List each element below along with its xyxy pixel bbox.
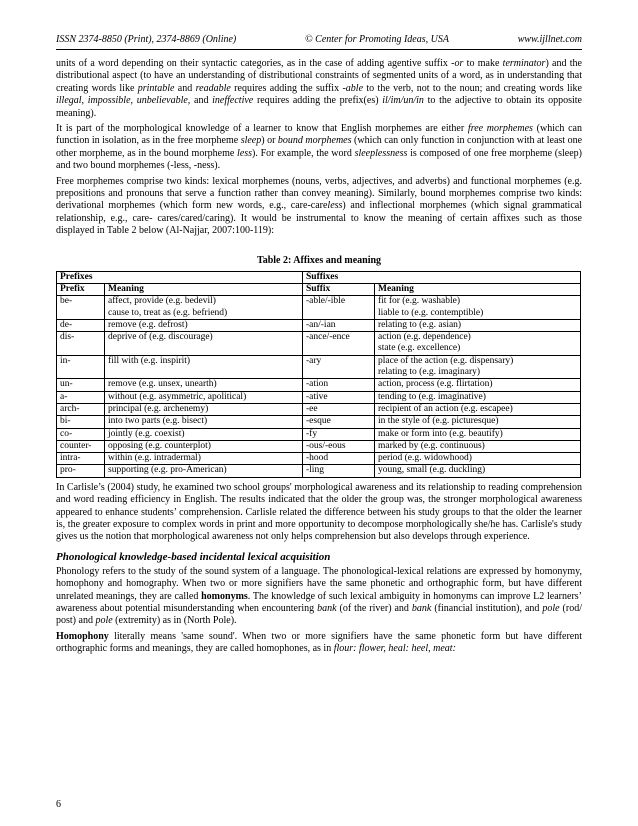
suffix-meaning-cell [375,319,581,331]
running-header [56,34,582,50]
prefix-meaning-cell [105,403,303,415]
meaning-line: liable to (e.g. contemptible) [378,307,484,318]
meaning-line: deprive of (e.g. discourage) [108,332,213,343]
meaning-line: relating to (e.g. asian) [378,319,462,330]
prefix-cell: a- [57,391,105,403]
suffix-cell: -fy [303,428,375,440]
table-caption: Table 2: Affixes and meaning [256,254,382,266]
paragraph-homophony: Homophony literally means 'same sound'. When two or more signifiers have the same phonetic form but have different orthographic forms and meanings, they are called homophones, as in flour: flower, heal: heel, meat: [56,630,582,655]
suffix-cell: -ee [303,403,375,415]
suffix-meaning-cell [375,296,581,320]
suffix-cell: -ation [303,379,375,391]
suffix-cell: -ance/-ence [303,332,375,356]
suffix-meaning-cell [375,465,581,477]
affixes-table [56,271,581,478]
meaning-line: affect, provide (e.g. bedevil) [108,296,216,307]
prefix-meaning-cell [105,379,303,391]
prefix-cell: be- [57,296,105,320]
suffix-meaning-column-header: Meaning [375,283,581,295]
meaning-line: without (e.g. asymmetric, apolitical) [108,391,247,402]
suffix-meaning-cell [375,391,581,403]
prefix-cell: intra- [57,453,105,465]
prefix-meaning-cell [105,391,303,403]
suffix-meaning-cell [375,453,581,465]
suffix-meaning-cell [375,332,581,356]
table-row [57,296,581,320]
table-row [57,416,581,428]
meaning-line: make or form into (e.g. beautify) [378,428,503,439]
prefix-cell: in- [57,355,105,379]
prefix-meaning-cell [105,355,303,379]
suffix-meaning-cell [375,403,581,415]
journal-page [56,34,582,656]
suffix-meaning-cell [375,416,581,428]
table-row [57,465,581,477]
paragraph-morphology-aspects: units of a word depending on their syntactic categories, as in the case of adding agentive suffix -or to make terminator) and the distributional aspect (to have an understanding of distributional constraints of segmented units of a word, as in understanding that creating words like printable and readable requires adding the suffix -able to the verb, not to the noun; and creating words like illegal, impossible, unbelievable, and ineffective requires adding the prefix(es) il/im/un/in to the adjective to obtain its opposite meaning). [56,58,582,119]
prefix-meaning-column-header: Meaning [105,283,303,295]
table-row [57,403,581,415]
paragraph-carlisle-study: In Carlisle’s (2004) study, he examined two school groups' morphological awareness and its relationship to reading comprehension and word reading efficiency in English. The results indicated that the older the group was, the stronger morphological awareness appeared to enhance students’ comprehension. Carlisle related the difference between his study groups to that the older the learner is, the greater exposure to complex words in print and more opportunity to decompose morphologically she/he has. Carlisle's study gives us the notion that morphological awareness not only helps comprehension but also develops through experience. [56,481,582,543]
issn-text: ISSN 2374-8850 (Print), 2374-8869 (Online) [56,34,237,45]
suffixes-group-header: Suffixes [303,271,581,283]
prefix-meaning-cell [105,465,303,477]
page-number: 6 [56,799,61,810]
prefix-meaning-cell [105,296,303,320]
prefix-cell: counter- [57,440,105,452]
prefix-cell: co- [57,428,105,440]
meaning-line: recipient of an action (e.g. escapee) [378,403,513,414]
table-row [57,379,581,391]
meaning-line: opposing (e.g. counterplot) [108,440,211,451]
meaning-line: period (e.g. widowhood) [378,453,472,464]
table-row [57,355,581,379]
prefix-cell: pro- [57,465,105,477]
suffix-cell: -an/-ian [303,319,375,331]
suffix-cell: -ative [303,391,375,403]
meaning-line: fit for (e.g. washable) [378,296,461,307]
suffix-meaning-cell [375,440,581,452]
meaning-line: marked by (e.g. continuous) [378,440,485,451]
prefix-meaning-cell [105,332,303,356]
section-heading: Phonological knowledge-based incidental lexical acquisition [56,550,331,563]
table-row [57,440,581,452]
meaning-line: remove (e.g. defrost) [108,319,188,330]
table-row [57,428,581,440]
table-group-header-row [57,271,581,283]
meaning-line: relating to (e.g. imaginary) [378,367,481,378]
meaning-line: jointly (e.g. coexist) [108,428,185,439]
meaning-line: supporting (e.g. pro-American) [108,465,227,476]
meaning-line: state (e.g. excellence) [378,343,461,354]
meaning-line: in the style of (e.g. picturesque) [378,416,499,427]
prefix-cell: de- [57,319,105,331]
suffix-cell: -ous/-eous [303,440,375,452]
suffix-cell: -ling [303,465,375,477]
meaning-line: fill with (e.g. inspirit) [108,355,191,366]
prefix-meaning-cell [105,319,303,331]
table-row [57,391,581,403]
prefix-meaning-cell [105,416,303,428]
prefix-cell: bi- [57,416,105,428]
suffix-cell: -ary [303,355,375,379]
meaning-line: within (e.g. intradermal) [108,453,201,464]
table-row [57,332,581,356]
prefix-meaning-cell [105,440,303,452]
meaning-line: into two parts (e.g. bisect) [108,416,208,427]
prefix-cell: un- [57,379,105,391]
suffix-meaning-cell [375,428,581,440]
table-row [57,319,581,331]
publisher-text: © Center for Promoting Ideas, USA [305,34,449,45]
journal-url: www.ijllnet.com [517,34,582,45]
paragraph-free-bound-morphemes: It is part of the morphological knowledge of a learner to know that English morphemes are either free morphemes (which can function in isolation, as in the free morpheme sleep) or bound morphemes (which can only function in conjunction with at least one other morpheme, as in the bound morpheme less). For example, the word sleeplessness is composed of one free morpheme (sleep) and two bound morphemes (-less, -ness). [56,123,583,172]
table-body [57,296,581,477]
meaning-line: place of the action (e.g. dispensary) [378,355,514,366]
prefix-cell: dis- [57,332,105,356]
table-row [57,453,581,465]
paragraph-morpheme-kinds: Free morphemes comprise two kinds: lexical morphemes (nouns, verbs, adjectives, and adverbs) and functional morphemes (e.g. prepositions and pronouns that serve a function rather than convey meaning). Similarly, bound morphemes comprise two kinds: derivational morphemes (which form new words, e.g., care-careless) and inflectional morphemes (which signal grammatical relationship, e.g., care- cares/cared/caring). It would be instrumental to know the meaning of certain affixes such as those displayed in Table 2 below (Al-Najjar, 2007:100-119): [56,175,582,237]
meaning-line: action (e.g. dependence) [378,332,471,343]
meaning-line: cause to, treat as (e.g. befriend) [108,307,228,318]
prefix-cell: arch- [57,403,105,415]
meaning-line: tending to (e.g. imaginative) [378,391,486,402]
prefix-meaning-cell [105,453,303,465]
meaning-line: principal (e.g. archenemy) [108,403,209,414]
meaning-line: young, small (e.g. duckling) [378,465,486,476]
paragraph-phonology: Phonology refers to the study of the sound system of a language. The phonological-lexical relations are expressed by homonymy, homophony and homography. When two or more signifiers have the same phonetic and orthographic form, but have different unrelated meanings, they are called homonyms. The knowledge of such lexical ambiguity in homonyms can improve L2 learners’ awareness about potential misunderstanding when encountering bank (of the river) and bank (financial institution), and pole (rod/ post) and pole (extremity) as in (North Pole). [56,565,582,627]
suffix-column-header: Suffix [303,283,375,295]
suffix-meaning-cell [375,379,581,391]
suffix-meaning-cell [375,355,581,379]
prefixes-group-header: Prefixes [57,271,303,283]
suffix-cell: -esque [303,416,375,428]
prefix-meaning-cell [105,428,303,440]
suffix-cell: -hood [303,453,375,465]
meaning-line: remove (e.g. unsex, unearth) [108,379,217,390]
suffix-cell: -able/-ible [303,296,375,320]
table-column-header-row [57,283,581,295]
meaning-line: action, process (e.g. flirtation) [378,379,493,390]
prefix-column-header: Prefix [57,283,105,295]
